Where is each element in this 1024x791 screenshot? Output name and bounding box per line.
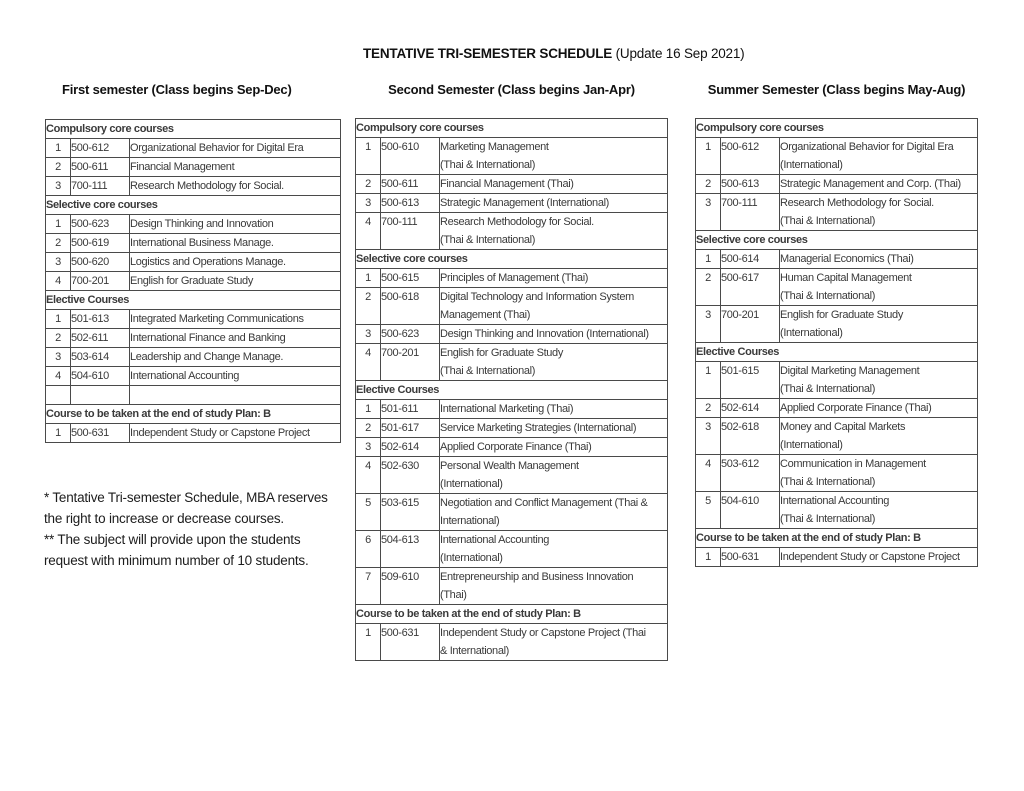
course-title bbox=[440, 624, 668, 661]
course-title bbox=[780, 175, 978, 194]
course-title bbox=[780, 492, 978, 529]
footnote-line-2: the right to increase or decrease courses. bbox=[44, 511, 284, 526]
course-title bbox=[440, 457, 668, 494]
section-header-row bbox=[696, 231, 978, 250]
section-header-row bbox=[356, 605, 668, 624]
course-title-line: English for Graduate Study bbox=[130, 275, 253, 287]
course-row bbox=[696, 455, 978, 492]
course-code: 500-623 bbox=[381, 325, 440, 344]
section-header-label: Elective Courses bbox=[696, 343, 978, 362]
course-title-line: Digital Marketing Management bbox=[780, 365, 920, 377]
course-code: 500-618 bbox=[381, 288, 440, 325]
section-header-row bbox=[696, 119, 978, 138]
semester-heading-first: First semester (Class begins Sep-Dec) bbox=[62, 82, 292, 97]
course-title bbox=[780, 399, 978, 418]
course-number: 1 bbox=[46, 139, 71, 158]
course-row bbox=[356, 194, 668, 213]
course-title-line: Research Methodology for Social. bbox=[130, 180, 284, 192]
course-code: 700-201 bbox=[721, 306, 780, 343]
course-title-line: (Thai & International) bbox=[440, 159, 536, 171]
course-number: 1 bbox=[46, 215, 71, 234]
course-title-line: (Thai & International) bbox=[440, 365, 536, 377]
course-code: 500-631 bbox=[721, 548, 780, 567]
course-number: 2 bbox=[46, 234, 71, 253]
course-row bbox=[356, 624, 668, 661]
section-header-label: Compulsory core courses bbox=[356, 119, 668, 138]
course-number: 3 bbox=[46, 253, 71, 272]
course-row bbox=[356, 568, 668, 605]
course-code: 500-614 bbox=[721, 250, 780, 269]
course-title bbox=[440, 175, 668, 194]
section-header-label: Compulsory core courses bbox=[46, 120, 341, 139]
course-row bbox=[356, 269, 668, 288]
course-row bbox=[696, 250, 978, 269]
section-header-row bbox=[356, 119, 668, 138]
course-title-line: Service Marketing Strategies (International) bbox=[440, 422, 637, 434]
course-title-line: Independent Study or Capstone Project (Thai bbox=[440, 627, 646, 639]
course-code: 502-614 bbox=[381, 438, 440, 457]
section-header-label: Selective core courses bbox=[696, 231, 978, 250]
course-title-line: International Accounting bbox=[780, 495, 890, 507]
course-title-line: (Thai & International) bbox=[780, 290, 876, 302]
course-number: 2 bbox=[356, 288, 381, 325]
course-number: 3 bbox=[696, 418, 721, 455]
course-title bbox=[130, 424, 341, 443]
course-row bbox=[46, 272, 341, 291]
course-title bbox=[130, 139, 341, 158]
course-title-line: Research Methodology for Social. bbox=[440, 216, 594, 228]
section-header-row bbox=[46, 120, 341, 139]
page-title-main: TENTATIVE TRI-SEMESTER SCHEDULE bbox=[363, 46, 613, 61]
course-title bbox=[780, 194, 978, 231]
course-title-line: (Thai & International) bbox=[780, 476, 876, 488]
course-row bbox=[46, 386, 341, 405]
course-title-line: Financial Management (Thai) bbox=[440, 178, 574, 190]
course-row bbox=[356, 457, 668, 494]
course-row bbox=[46, 253, 341, 272]
course-number: 5 bbox=[696, 492, 721, 529]
course-row bbox=[356, 213, 668, 250]
course-row bbox=[46, 310, 341, 329]
course-code bbox=[71, 386, 130, 405]
course-number: 1 bbox=[696, 362, 721, 399]
course-number: 3 bbox=[46, 177, 71, 196]
course-number: 3 bbox=[696, 306, 721, 343]
course-title-line: (International) bbox=[780, 327, 843, 339]
course-row bbox=[356, 494, 668, 531]
course-title-line: Research Methodology for Social. bbox=[780, 197, 934, 209]
course-code: 500-617 bbox=[721, 269, 780, 306]
course-code: 500-615 bbox=[381, 269, 440, 288]
page-title bbox=[363, 46, 744, 61]
course-row bbox=[46, 139, 341, 158]
course-title-line: International Accounting bbox=[440, 534, 550, 546]
course-number: 2 bbox=[356, 419, 381, 438]
course-code: 502-614 bbox=[721, 399, 780, 418]
section-header-label: Selective core courses bbox=[356, 250, 668, 269]
course-title-line: Leadership and Change Manage. bbox=[130, 351, 284, 363]
course-code: 500-623 bbox=[71, 215, 130, 234]
section-header-row bbox=[356, 381, 668, 400]
course-row bbox=[696, 399, 978, 418]
course-title-line: (Thai & International) bbox=[440, 234, 536, 246]
course-row bbox=[356, 419, 668, 438]
course-title bbox=[780, 138, 978, 175]
course-title bbox=[780, 455, 978, 492]
course-title-line: Marketing Management bbox=[440, 141, 549, 153]
course-number: 4 bbox=[356, 457, 381, 494]
section-header-row bbox=[356, 250, 668, 269]
course-code: 502-630 bbox=[381, 457, 440, 494]
course-number: 3 bbox=[356, 194, 381, 213]
course-number: 4 bbox=[46, 272, 71, 291]
course-number: 5 bbox=[356, 494, 381, 531]
course-title-line: (International) bbox=[780, 159, 843, 171]
course-title bbox=[780, 548, 978, 567]
course-title bbox=[130, 310, 341, 329]
course-title-line: Entrepreneurship and Business Innovation bbox=[440, 571, 634, 583]
course-title-line: English for Graduate Study bbox=[780, 309, 903, 321]
course-title-line: Human Capital Management bbox=[780, 272, 912, 284]
course-code: 500-620 bbox=[71, 253, 130, 272]
course-title bbox=[780, 250, 978, 269]
course-row bbox=[696, 492, 978, 529]
course-row bbox=[46, 348, 341, 367]
course-row bbox=[696, 418, 978, 455]
course-row bbox=[356, 400, 668, 419]
course-code: 504-610 bbox=[71, 367, 130, 386]
course-title-line: International Business Manage. bbox=[130, 237, 274, 249]
course-code: 500-611 bbox=[381, 175, 440, 194]
course-number: 2 bbox=[696, 175, 721, 194]
course-number: 3 bbox=[696, 194, 721, 231]
course-row bbox=[356, 288, 668, 325]
section-header-label: Elective Courses bbox=[356, 381, 668, 400]
section-header-row bbox=[46, 405, 341, 424]
course-title-line: Principles of Management (Thai) bbox=[440, 272, 589, 284]
course-code: 700-111 bbox=[381, 213, 440, 250]
course-number bbox=[46, 386, 71, 405]
course-number: 1 bbox=[46, 424, 71, 443]
course-title-line: (International) bbox=[440, 478, 503, 490]
course-title-line: (Thai) bbox=[440, 589, 467, 601]
course-title-line: Negotiation and Conflict Management (Thai & bbox=[440, 497, 648, 509]
course-title-line: (Thai & International) bbox=[780, 513, 876, 525]
semester-heading-summer: Summer Semester (Class begins May-Aug) bbox=[707, 82, 966, 97]
course-title-line: Applied Corporate Finance (Thai) bbox=[440, 441, 592, 453]
course-row bbox=[696, 269, 978, 306]
course-title bbox=[440, 494, 668, 531]
course-title-line: & International) bbox=[440, 645, 509, 657]
course-title-line: (Thai & International) bbox=[780, 383, 876, 395]
course-code: 700-201 bbox=[71, 272, 130, 291]
course-code: 500-631 bbox=[381, 624, 440, 661]
course-code: 501-615 bbox=[721, 362, 780, 399]
course-title bbox=[440, 269, 668, 288]
course-title-line: English for Graduate Study bbox=[440, 347, 563, 359]
section-header-row bbox=[696, 343, 978, 362]
course-title bbox=[780, 362, 978, 399]
course-row bbox=[356, 531, 668, 568]
course-row bbox=[696, 194, 978, 231]
course-number: 4 bbox=[46, 367, 71, 386]
course-title-line: Design Thinking and Innovation (International) bbox=[440, 328, 649, 340]
course-title bbox=[130, 348, 341, 367]
course-row bbox=[356, 138, 668, 175]
course-title-line: International Marketing (Thai) bbox=[440, 403, 574, 415]
course-title bbox=[440, 194, 668, 213]
course-row bbox=[46, 158, 341, 177]
course-title bbox=[440, 568, 668, 605]
course-number: 4 bbox=[356, 344, 381, 381]
course-number: 6 bbox=[356, 531, 381, 568]
course-code: 700-111 bbox=[71, 177, 130, 196]
course-title bbox=[780, 269, 978, 306]
course-code: 503-614 bbox=[71, 348, 130, 367]
course-number: 1 bbox=[696, 250, 721, 269]
course-title bbox=[130, 234, 341, 253]
course-title bbox=[130, 215, 341, 234]
course-number: 2 bbox=[696, 269, 721, 306]
course-title-line: Digital Technology and Information System bbox=[440, 291, 634, 303]
course-title bbox=[780, 418, 978, 455]
course-title bbox=[130, 329, 341, 348]
section-header-label: Elective Courses bbox=[46, 291, 341, 310]
page-title-update: (Update 16 Sep 2021) bbox=[615, 46, 745, 61]
course-row bbox=[46, 329, 341, 348]
section-header-label: Course to be taken at the end of study Plan: B bbox=[696, 529, 978, 548]
course-code: 501-611 bbox=[381, 400, 440, 419]
course-number: 1 bbox=[356, 138, 381, 175]
course-code: 504-613 bbox=[381, 531, 440, 568]
footnote bbox=[44, 487, 354, 571]
course-number: 4 bbox=[356, 213, 381, 250]
course-row bbox=[356, 325, 668, 344]
course-title bbox=[130, 253, 341, 272]
course-number: 1 bbox=[696, 548, 721, 567]
course-number: 3 bbox=[46, 348, 71, 367]
course-title-line: Management (Thai) bbox=[440, 309, 531, 321]
footnote-line-1: * Tentative Tri-semester Schedule, MBA reserves bbox=[44, 490, 328, 505]
course-number: 2 bbox=[46, 329, 71, 348]
course-number: 1 bbox=[356, 400, 381, 419]
schedule-table-second-semester bbox=[355, 118, 668, 661]
course-title-line: Strategic Management (International) bbox=[440, 197, 609, 209]
course-number: 1 bbox=[356, 269, 381, 288]
semester-heading-second: Second Semester (Class begins Jan-Apr) bbox=[388, 82, 635, 97]
course-code: 500-612 bbox=[71, 139, 130, 158]
course-title-line: International Accounting bbox=[130, 370, 240, 382]
course-title bbox=[440, 344, 668, 381]
course-title-line: (International) bbox=[440, 552, 503, 564]
course-title bbox=[130, 158, 341, 177]
course-title-line: Design Thinking and Innovation bbox=[130, 218, 274, 230]
course-code: 502-618 bbox=[721, 418, 780, 455]
course-number: 1 bbox=[696, 138, 721, 175]
course-title-line: (International) bbox=[780, 439, 843, 451]
course-number: 3 bbox=[356, 438, 381, 457]
course-code: 501-613 bbox=[71, 310, 130, 329]
course-number: 7 bbox=[356, 568, 381, 605]
course-title-line: Managerial Economics (Thai) bbox=[780, 253, 914, 265]
course-row bbox=[356, 438, 668, 457]
course-code: 500-619 bbox=[71, 234, 130, 253]
footnote-line-3: ** The subject will provide upon the students bbox=[44, 532, 301, 547]
course-code: 500-631 bbox=[71, 424, 130, 443]
course-number: 2 bbox=[356, 175, 381, 194]
course-number: 2 bbox=[46, 158, 71, 177]
section-header-label: Course to be taken at the end of study Plan: B bbox=[46, 405, 341, 424]
course-row bbox=[696, 362, 978, 399]
course-row bbox=[696, 306, 978, 343]
course-code: 500-610 bbox=[381, 138, 440, 175]
course-title-line: Financial Management bbox=[130, 161, 235, 173]
course-title-line: Independent Study or Capstone Project bbox=[130, 427, 310, 439]
course-number: 2 bbox=[696, 399, 721, 418]
section-header-row bbox=[696, 529, 978, 548]
course-title-line: Communication in Management bbox=[780, 458, 926, 470]
course-number: 1 bbox=[356, 624, 381, 661]
course-title bbox=[440, 325, 668, 344]
course-title-line: Applied Corporate Finance (Thai) bbox=[780, 402, 932, 414]
course-code: 503-615 bbox=[381, 494, 440, 531]
course-number: 3 bbox=[356, 325, 381, 344]
course-title-line: (Thai & International) bbox=[780, 215, 876, 227]
course-title bbox=[440, 531, 668, 568]
course-title bbox=[130, 272, 341, 291]
course-title-line: Organizational Behavior for Digital Era bbox=[780, 141, 954, 153]
course-title bbox=[780, 306, 978, 343]
section-header-label: Course to be taken at the end of study Plan: B bbox=[356, 605, 668, 624]
course-code: 503-612 bbox=[721, 455, 780, 492]
course-title bbox=[440, 138, 668, 175]
course-title-line: International Finance and Banking bbox=[130, 332, 286, 344]
course-row bbox=[696, 175, 978, 194]
course-title bbox=[130, 367, 341, 386]
course-title bbox=[440, 288, 668, 325]
course-title-line: Strategic Management and Corp. (Thai) bbox=[780, 178, 961, 190]
footnote-line-4: request with minimum number of 10 students. bbox=[44, 553, 309, 568]
course-code: 700-111 bbox=[721, 194, 780, 231]
course-code: 501-617 bbox=[381, 419, 440, 438]
section-header-row bbox=[46, 291, 341, 310]
section-header-label: Selective core courses bbox=[46, 196, 341, 215]
course-row bbox=[46, 424, 341, 443]
course-number: 1 bbox=[46, 310, 71, 329]
course-title-line: Organizational Behavior for Digital Era bbox=[130, 142, 304, 154]
course-title bbox=[130, 177, 341, 196]
course-row bbox=[46, 215, 341, 234]
course-code: 502-611 bbox=[71, 329, 130, 348]
course-code: 500-611 bbox=[71, 158, 130, 177]
course-title-line: Money and Capital Markets bbox=[780, 421, 906, 433]
schedule-table-summer-semester bbox=[695, 118, 978, 567]
course-title bbox=[440, 213, 668, 250]
course-row bbox=[46, 234, 341, 253]
course-title bbox=[440, 419, 668, 438]
section-header-row bbox=[46, 196, 341, 215]
course-title-line: Personal Wealth Management bbox=[440, 460, 579, 472]
course-row bbox=[696, 548, 978, 567]
course-code: 504-610 bbox=[721, 492, 780, 529]
course-title bbox=[440, 400, 668, 419]
course-code: 700-201 bbox=[381, 344, 440, 381]
course-title-line: International) bbox=[440, 515, 500, 527]
course-code: 509-610 bbox=[381, 568, 440, 605]
course-code: 500-612 bbox=[721, 138, 780, 175]
course-row bbox=[356, 175, 668, 194]
course-row bbox=[46, 367, 341, 386]
course-row bbox=[46, 177, 341, 196]
course-code: 500-613 bbox=[721, 175, 780, 194]
course-title bbox=[440, 438, 668, 457]
course-row bbox=[696, 138, 978, 175]
course-title-line: Independent Study or Capstone Project bbox=[780, 551, 960, 563]
course-code: 500-613 bbox=[381, 194, 440, 213]
section-header-label: Compulsory core courses bbox=[696, 119, 978, 138]
course-title bbox=[130, 386, 341, 405]
schedule-table-first-semester bbox=[45, 119, 341, 443]
course-row bbox=[356, 344, 668, 381]
course-title-line: Integrated Marketing Communications bbox=[130, 313, 304, 325]
course-title-line: Logistics and Operations Manage. bbox=[130, 256, 286, 268]
course-title-line bbox=[130, 386, 340, 404]
course-number: 4 bbox=[696, 455, 721, 492]
